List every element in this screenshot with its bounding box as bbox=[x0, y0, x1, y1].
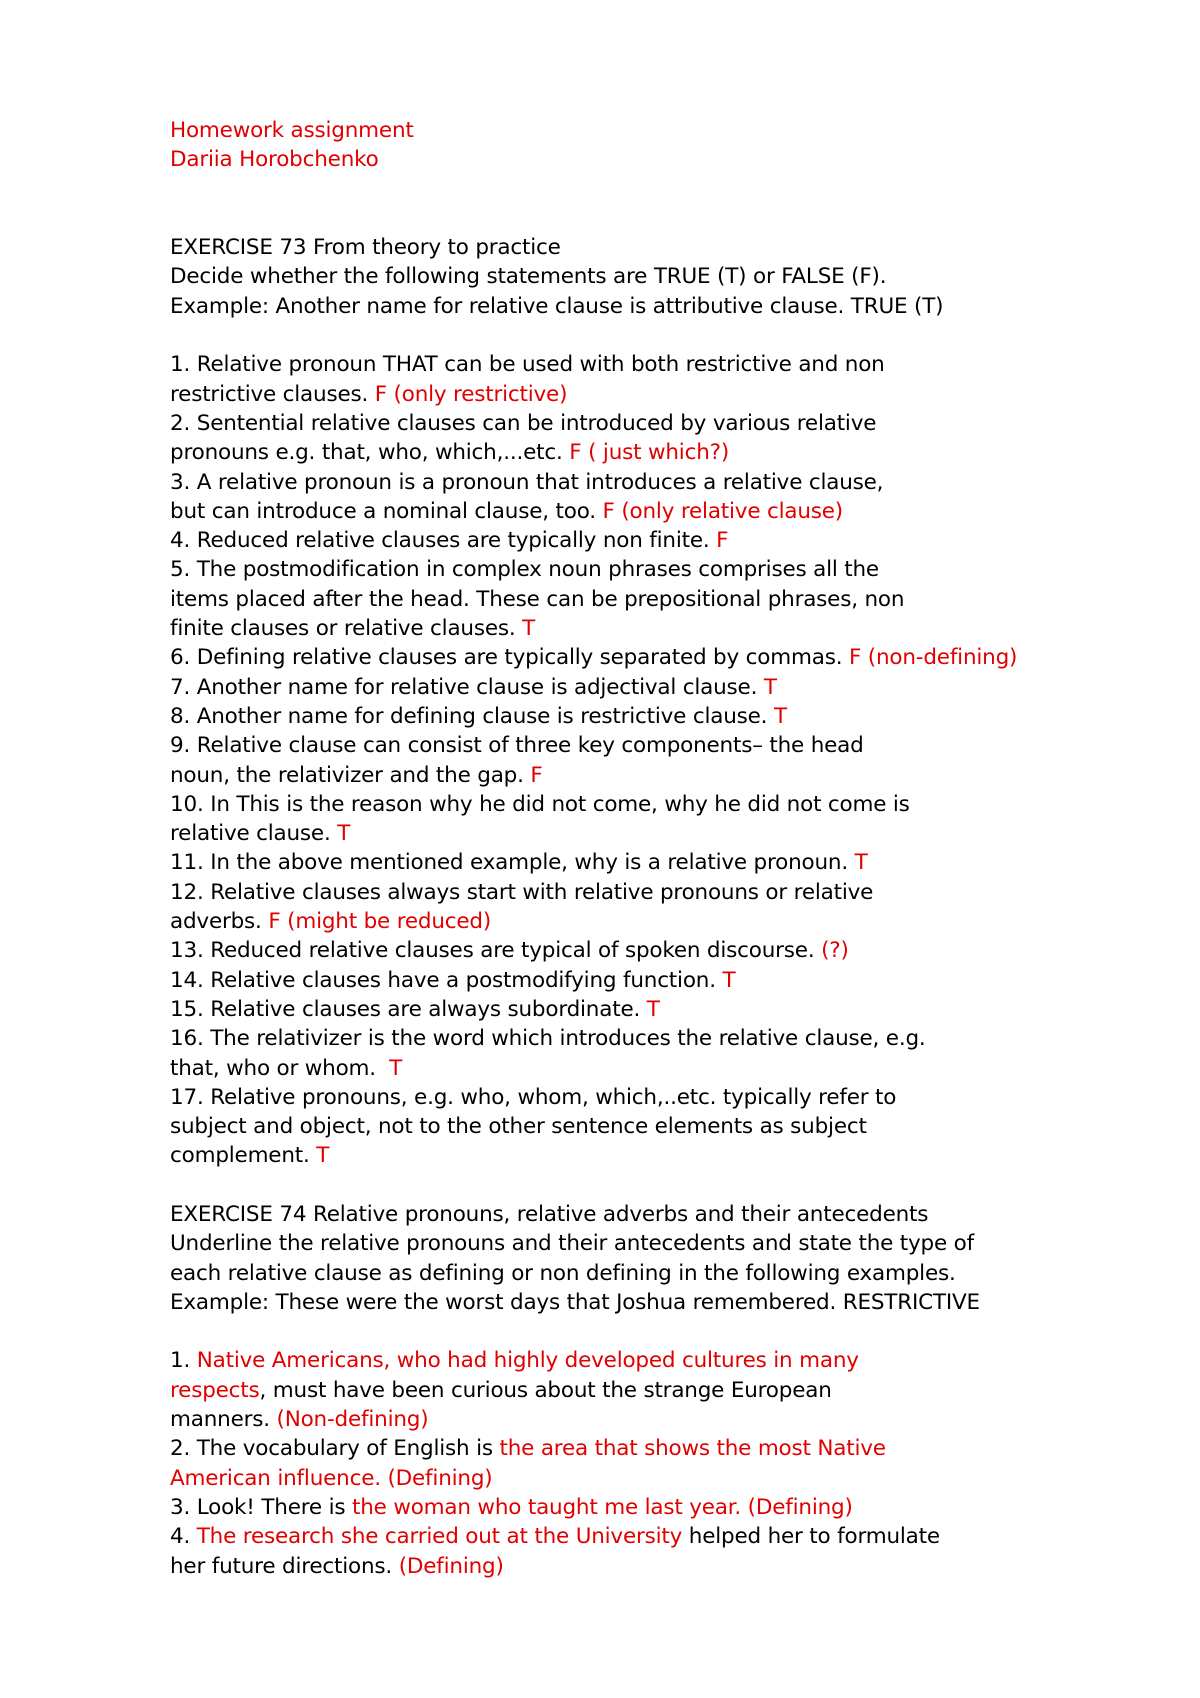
text-line bbox=[170, 1259, 1130, 1288]
answer-text: The research she carried out at the University bbox=[196, 1524, 683, 1550]
text-line bbox=[170, 1054, 1130, 1083]
text-line bbox=[170, 643, 1130, 672]
text-line bbox=[170, 380, 1130, 409]
text-line bbox=[170, 995, 1130, 1024]
answer-text: (?) bbox=[821, 938, 849, 964]
body-text: each relative clause as defining or non defining in the following examples. bbox=[170, 1260, 956, 1286]
body-text: pronouns e.g. that, who, which,...etc. bbox=[170, 440, 570, 466]
text-line bbox=[170, 702, 1130, 731]
blank-line bbox=[170, 1317, 1130, 1346]
blank-line bbox=[170, 175, 1130, 204]
body-text: 2. The vocabulary of English is bbox=[170, 1436, 500, 1462]
body-text: 3. Look! There is bbox=[170, 1494, 352, 1520]
body-text: restrictive clauses. bbox=[170, 381, 375, 407]
text-line bbox=[170, 878, 1130, 907]
text-line bbox=[170, 350, 1130, 379]
text-line bbox=[170, 116, 1130, 145]
text-line bbox=[170, 966, 1130, 995]
answer-text: Dariia Horobchenko bbox=[170, 147, 379, 173]
answer-text: T bbox=[854, 850, 868, 876]
answer-text: F bbox=[716, 528, 729, 554]
body-text: her future directions. bbox=[170, 1553, 399, 1579]
body-text: relative clause. bbox=[170, 821, 338, 847]
text-line bbox=[170, 497, 1130, 526]
answer-text: Homework assignment bbox=[170, 118, 414, 143]
answer-text: (Defining) bbox=[398, 1553, 504, 1579]
text-line bbox=[170, 1229, 1130, 1258]
text-line bbox=[170, 262, 1130, 291]
document-page bbox=[170, 116, 1130, 1581]
body-text: manners. bbox=[170, 1407, 277, 1433]
answer-text: T bbox=[522, 616, 536, 642]
answer-text: T bbox=[773, 703, 787, 729]
body-text: finite clauses or relative clauses. bbox=[170, 616, 523, 642]
answer-text: T bbox=[763, 674, 777, 700]
text-line bbox=[170, 1288, 1130, 1317]
text-line bbox=[170, 1346, 1130, 1375]
body-text: helped her to formulate bbox=[682, 1524, 940, 1550]
answer-text: T bbox=[646, 996, 660, 1022]
text-line bbox=[170, 848, 1130, 877]
answer-text: (Non-defining) bbox=[276, 1407, 429, 1433]
text-line bbox=[170, 438, 1130, 467]
text-line bbox=[170, 907, 1130, 936]
text-line bbox=[170, 790, 1130, 819]
text-line bbox=[170, 936, 1130, 965]
answer-text: F (only relative clause) bbox=[602, 498, 843, 524]
answer-text: T bbox=[722, 967, 736, 993]
text-line bbox=[170, 1493, 1130, 1522]
answer-text: T bbox=[316, 1143, 330, 1169]
text-line bbox=[170, 1376, 1130, 1405]
text-line bbox=[170, 468, 1130, 497]
text-line bbox=[170, 233, 1130, 262]
blank-line bbox=[170, 321, 1130, 350]
body-text: 10. In This is the reason why he did not come, why he did not come is bbox=[170, 791, 910, 817]
body-text: Decide whether the following statements are TRUE (T) or FALSE (F). bbox=[170, 264, 887, 290]
body-text: 6. Defining relative clauses are typically separated by commas. bbox=[170, 645, 849, 671]
text-line bbox=[170, 819, 1130, 848]
body-text: 4. Reduced relative clauses are typically non finite. bbox=[170, 528, 717, 554]
text-line bbox=[170, 1200, 1130, 1229]
body-text: subject and object, not to the other sentence elements as subject bbox=[170, 1114, 867, 1140]
answer-text: F (non-defining) bbox=[848, 645, 1018, 671]
answer-text: respects bbox=[170, 1377, 260, 1403]
text-line bbox=[170, 585, 1130, 614]
body-text: 13. Reduced relative clauses are typical of spoken discourse. bbox=[170, 938, 822, 964]
body-text: 4. bbox=[170, 1524, 197, 1550]
body-text: 14. Relative clauses have a postmodifying function. bbox=[170, 967, 723, 993]
text-line bbox=[170, 731, 1130, 760]
body-text: but can introduce a nominal clause, too. bbox=[170, 498, 603, 524]
text-line bbox=[170, 292, 1130, 321]
answer-text: T bbox=[389, 1055, 403, 1081]
body-text: 9. Relative clause can consist of three key components– the head bbox=[170, 733, 864, 759]
text-line bbox=[170, 1024, 1130, 1053]
body-text: EXERCISE 73 From theory to practice bbox=[170, 235, 561, 261]
body-text: 1. bbox=[170, 1348, 197, 1374]
text-line bbox=[170, 1552, 1130, 1581]
answer-text: F (only restrictive) bbox=[374, 381, 568, 407]
body-text: EXERCISE 74 Relative pronouns, relative adverbs and their antecedents bbox=[170, 1201, 929, 1227]
body-text: that, who or whom. bbox=[170, 1055, 390, 1081]
body-text: 11. In the above mentioned example, why is a relative pronoun. bbox=[170, 850, 855, 876]
body-text: 5. The postmodification in complex noun phrases comprises all the bbox=[170, 557, 879, 583]
text-line bbox=[170, 409, 1130, 438]
text-line bbox=[170, 1522, 1130, 1551]
body-text: 7. Another name for relative clause is adjectival clause. bbox=[170, 674, 764, 700]
text-line bbox=[170, 1083, 1130, 1112]
body-text: 15. Relative clauses are always subordinate. bbox=[170, 996, 647, 1022]
text-line bbox=[170, 1434, 1130, 1463]
body-text: 2. Sentential relative clauses can be introduced by various relative bbox=[170, 410, 877, 436]
text-line bbox=[170, 673, 1130, 702]
text-line bbox=[170, 1405, 1130, 1434]
text-line bbox=[170, 526, 1130, 555]
body-text: items placed after the head. These can be prepositional phrases, non bbox=[170, 586, 905, 612]
body-text: complement. bbox=[170, 1143, 317, 1169]
text-line bbox=[170, 614, 1130, 643]
answer-text: Native Americans, who had highly developed cultures in many bbox=[196, 1348, 859, 1374]
blank-line bbox=[170, 1171, 1130, 1200]
text-line bbox=[170, 555, 1130, 584]
blank-line bbox=[170, 204, 1130, 233]
answer-text: F ( just which?) bbox=[569, 440, 730, 466]
body-text: noun, the relativizer and the gap. bbox=[170, 762, 531, 788]
text-line bbox=[170, 1464, 1130, 1493]
body-text: 12. Relative clauses always start with relative pronouns or relative bbox=[170, 879, 874, 905]
answer-text: T bbox=[337, 821, 351, 847]
body-text: 17. Relative pronouns, e.g. who, whom, which,..etc. typically refer to bbox=[170, 1084, 897, 1110]
body-text: 16. The relativizer is the word which introduces the relative clause, e.g. bbox=[170, 1026, 926, 1052]
body-text: 3. A relative pronoun is a pronoun that introduces a relative clause, bbox=[170, 469, 884, 495]
text-line bbox=[170, 1141, 1130, 1170]
body-text: Example: Another name for relative clause is attributive clause. TRUE (T) bbox=[170, 293, 944, 319]
text-line bbox=[170, 1112, 1130, 1141]
body-text: adverbs. bbox=[170, 909, 269, 935]
body-text: Underline the relative pronouns and their antecedents and state the type of bbox=[170, 1231, 974, 1257]
body-text: 8. Another name for defining clause is restrictive clause. bbox=[170, 703, 774, 729]
text-line bbox=[170, 145, 1130, 174]
answer-text: F (might be reduced) bbox=[268, 909, 492, 935]
body-text: Example: These were the worst days that Joshua remembered. RESTRICTIVE bbox=[170, 1289, 980, 1315]
answer-text: F bbox=[530, 762, 543, 788]
text-line bbox=[170, 761, 1130, 790]
answer-text: the woman who taught me last year. (Defining) bbox=[352, 1494, 853, 1520]
body-text: 1. Relative pronoun THAT can be used with both restrictive and non bbox=[170, 352, 885, 378]
answer-text: American influence. (Defining) bbox=[170, 1465, 493, 1491]
body-text: , must have been curious about the strange European bbox=[259, 1377, 832, 1403]
answer-text: the area that shows the most Native bbox=[499, 1436, 886, 1462]
